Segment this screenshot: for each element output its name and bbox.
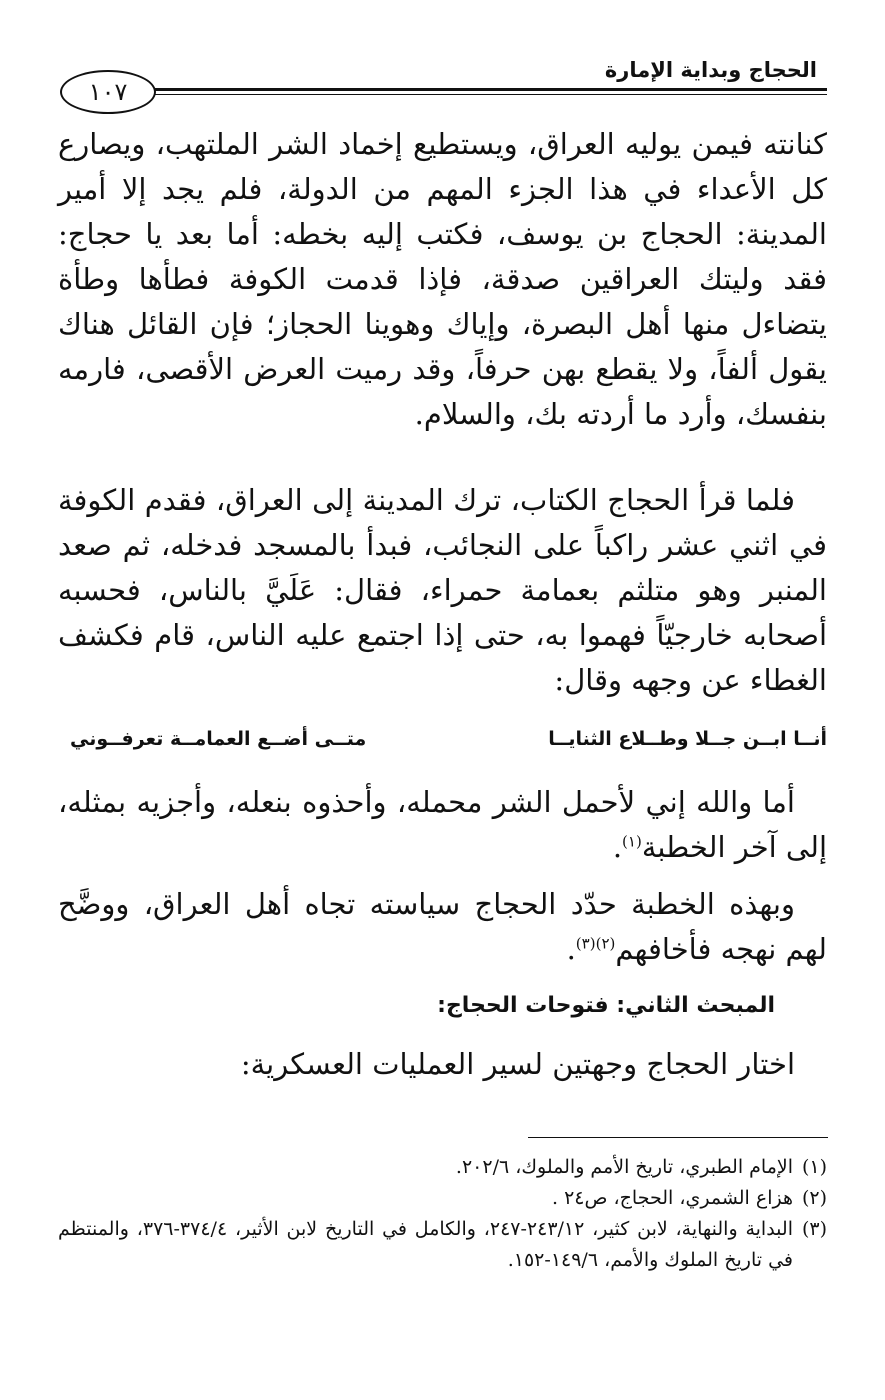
footnote-item <box>58 1152 827 1183</box>
verse-first-hemistich: أنــا ابــن جــلا وطــلاع الثنايــا <box>548 728 827 750</box>
header-rule-thick <box>150 88 827 91</box>
header-rule-thin <box>150 94 827 95</box>
footnote-text: الإمام الطبري، تاريخ الأمم والملوك، ٢٠٢/٦. <box>455 1156 793 1178</box>
page-number <box>60 70 156 114</box>
policy-text: وبهذه الخطبة حدّد الحجاج سياسته تجاه أهل العراق، ووضَّح لهم نهجه فأخافهم <box>58 887 827 966</box>
sermon-text: أما والله إني لأحمل الشر محمله، وأحذوه بنعله، وأجزيه بمثله، إلى آخر الخطبة <box>58 785 827 864</box>
running-title: الحجاج وبداية الإمارة <box>604 58 817 82</box>
footnote-ref-1[interactable]: (١) <box>622 832 642 851</box>
verse-second-hemistich: متــى أضــع العمامــة تعرفــوني <box>70 728 367 750</box>
footnotes <box>58 1152 827 1276</box>
paragraph-sermon <box>58 780 827 870</box>
paragraph-arrival: فلما قرأ الحجاج الكتاب، ترك المدينة إلى العراق، فقدم الكوفة في اثني عشر راكباً على النجائب، فبدأ بالمسجد فدخله، ثم صعد المنبر وهو متلثم بعمامة حمراء، فقال: عَلَيَّ بالناس، فحسبه أصحابه خارجيّاً فهموا به، حتى إذا اجتمع عليه الناس، قام فكشف الغطاء عن وجهه وقال: <box>58 483 827 697</box>
section-heading: المبحث الثاني: فتوحات الحجاج: <box>437 993 775 1018</box>
poem-verse <box>70 728 827 750</box>
paragraph-policy <box>58 882 827 972</box>
footnote-ref-2-3[interactable]: (٢)(٣) <box>575 934 616 953</box>
paragraph-letter: كنانته فيمن يوليه العراق، ويستطيع إخماد الشر الملتهب، ويصارع كل الأعداء في هذا الجزء المهم من الدولة، فلم يجد إلا أمير المدينة: الحجاج بن يوسف، فكتب إليه بخطه: أما بعد يا حجاج: فقد وليتك العراقين صدقة، فإذا قدمت الكوفة فطأها وطأة يتضاءل منها أهل البصرة، وإياك وهوينا الحجاز؛ فإن القائل هناك يقول ألفاً، ولا يقطع بهن حرفاً، وقد رميت العرض الأقصى، فارمه بنفسك، وأرد ما أردته بك، والسلام. <box>58 127 827 431</box>
footnote-separator <box>528 1137 828 1138</box>
sermon-end: . <box>612 830 623 864</box>
footnote-number: (١) <box>801 1156 827 1178</box>
paragraph-conquests-intro: اختار الحجاج وجهتين لسير العمليات العسكرية: <box>240 1047 795 1081</box>
footnote-item <box>58 1183 827 1214</box>
footnote-number: (٢) <box>801 1187 827 1209</box>
footnote-text: البداية والنهاية، لابن كثير، ٢٤٣/١٢-٢٤٧، والكامل في التاريخ لابن الأثير، ٣٧٤/٤-٣٧٦، والمنتظم في تاريخ الملوك والأمم، ١٤٩/٦-١٥٢. <box>58 1218 793 1271</box>
footnote-text: هزاع الشمري، الحجاج، ص٢٤ . <box>552 1187 793 1209</box>
footnote-item <box>58 1214 827 1276</box>
page-number-text: ١٠٧ <box>88 78 128 106</box>
policy-end: . <box>566 932 576 966</box>
footnote-number: (٣) <box>801 1218 827 1240</box>
